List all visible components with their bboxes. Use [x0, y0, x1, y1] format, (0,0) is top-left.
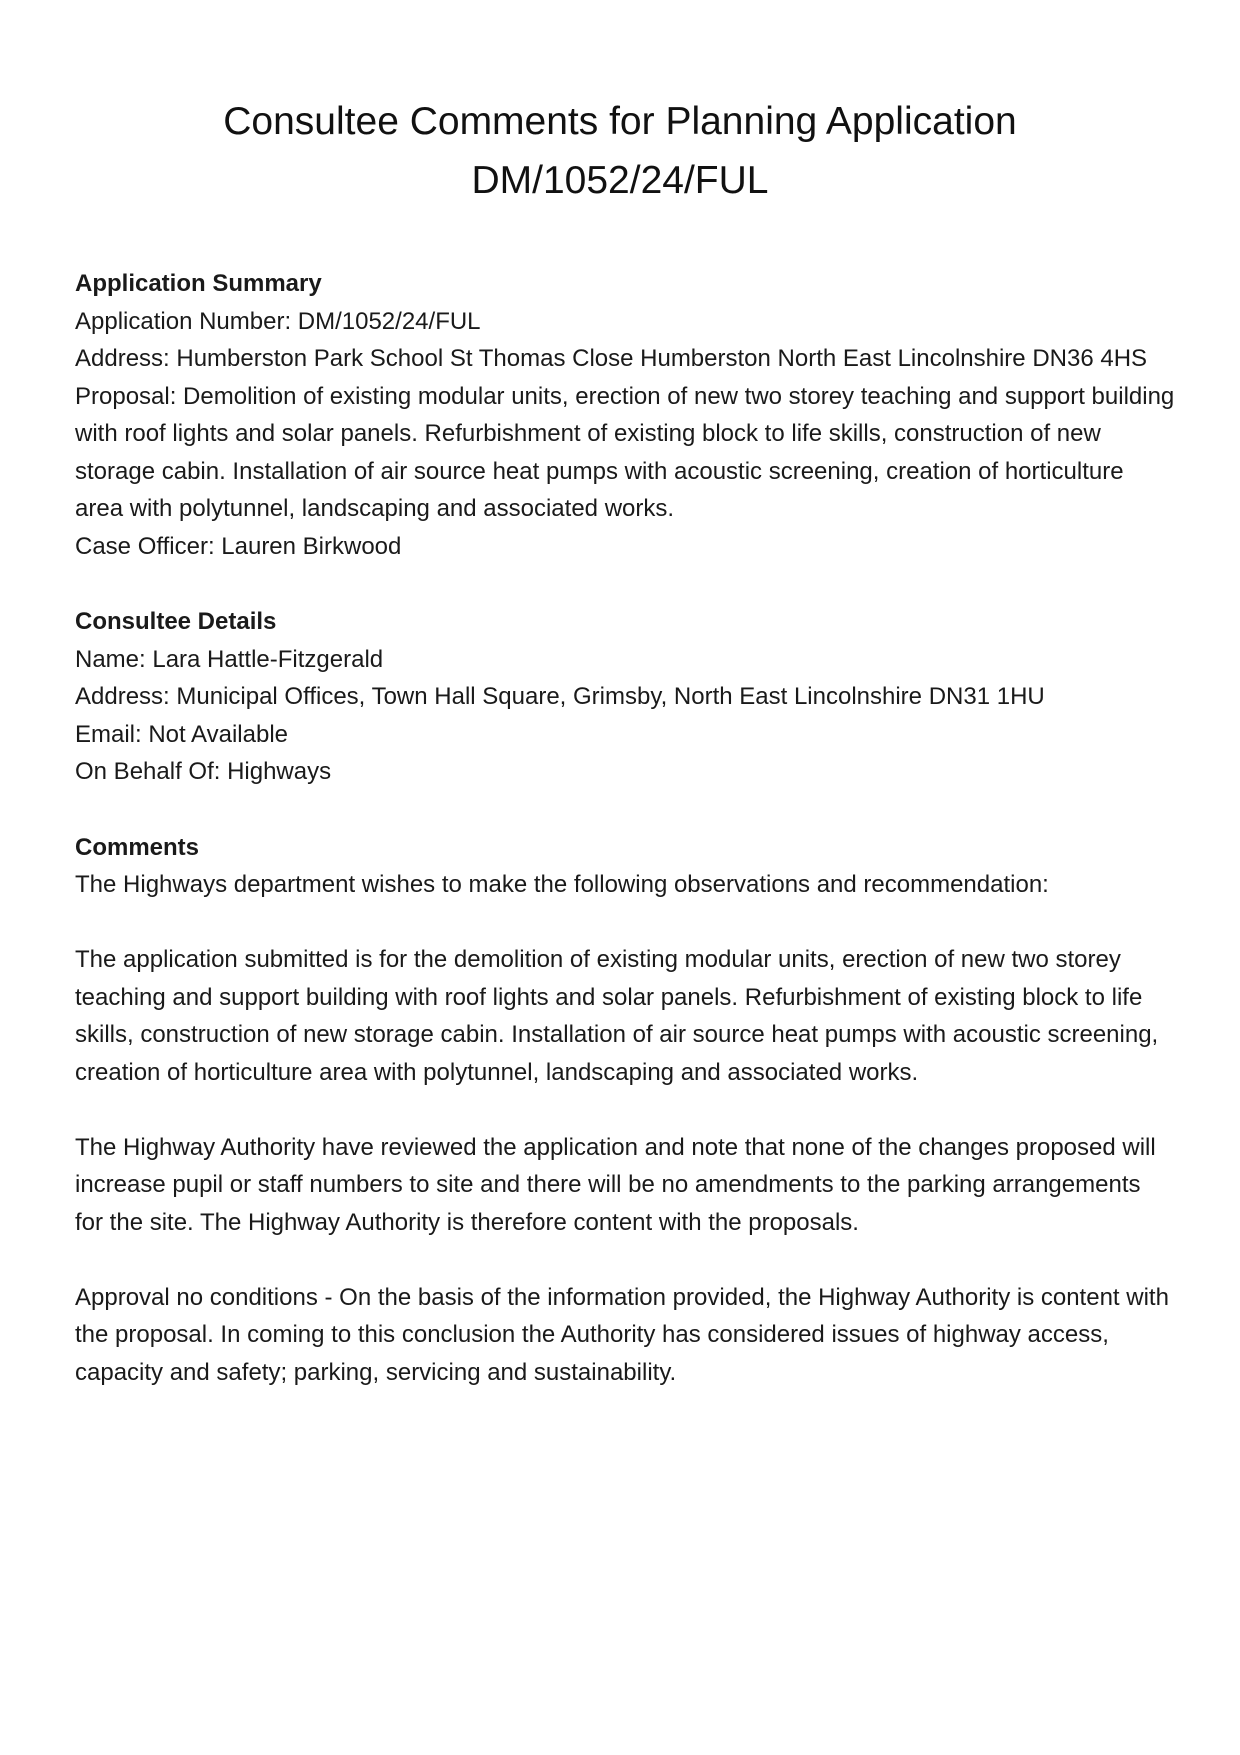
comment-paragraph: Approval no conditions - On the basis of the information provided, the Highway Authority is content with the proposal. In coming to this conclusion the Authority has considered issues of highway access, capacity and safety; parking, servicing and sustainability.: [75, 1283, 1169, 1386]
consultee-address: Address: Municipal Offices, Town Hall Square, Grimsby, North East Lincolnshire DN31 1HU: [75, 683, 1045, 710]
consultee-email: Email: Not Available: [75, 720, 288, 748]
application-proposal: Proposal: Demolition of existing modular units, erection of new two storey teaching and support building with roof lights and solar panels. Refurbishment of existing block to life skills, construction of new storage cabin. Installation of air source heat pumps with acoustic screening, creation of horticulture area with polytunnel, landscaping and associated works.: [75, 382, 1175, 522]
consultee-name: Name: Lara Hattle-Fitzgerald: [75, 645, 384, 673]
application-address: Address: Humberston Park School St Thomas Close Humberston North East Lincolnshire DN36 4HS: [75, 345, 1148, 372]
comment-paragraph: The Highway Authority have reviewed the application and note that none of the changes proposed will increase pupil or staff numbers to site and there will be no amendments to the parking arrangements for the site. The Highway Authority is therefore content with the proposals.: [75, 1133, 1156, 1236]
consultee-on-behalf-of: On Behalf Of: Highways: [75, 758, 332, 785]
comments-section: [75, 829, 1175, 1392]
page-title-line-1: Consultee Comments for Planning Application: [223, 100, 1017, 143]
application-summary-section: [75, 265, 1175, 565]
consultee-details-heading: Consultee Details: [75, 608, 277, 635]
page-title: [75, 92, 1165, 210]
page-title-line-2: DM/1052/24/FUL: [471, 159, 769, 202]
case-officer: Case Officer: Lauren Birkwood: [75, 532, 402, 560]
comment-paragraph: The Highways department wishes to make the following observations and recommendation:: [75, 871, 1049, 898]
comment-paragraph: The application submitted is for the demolition of existing modular units, erection of new two storey teaching and support building with roof lights and solar panels. Refurbishment of existing block to life skills, construction of new storage cabin. Installation of air source heat pumps with acoustic screening, creation of horticulture area with polytunnel, landscaping and associated works.: [75, 946, 1159, 1086]
consultee-details-section: [75, 603, 1175, 791]
application-summary-heading: Application Summary: [75, 270, 322, 297]
application-number: Application Number: DM/1052/24/FUL: [75, 307, 481, 335]
comments-heading: Comments: [75, 833, 200, 861]
